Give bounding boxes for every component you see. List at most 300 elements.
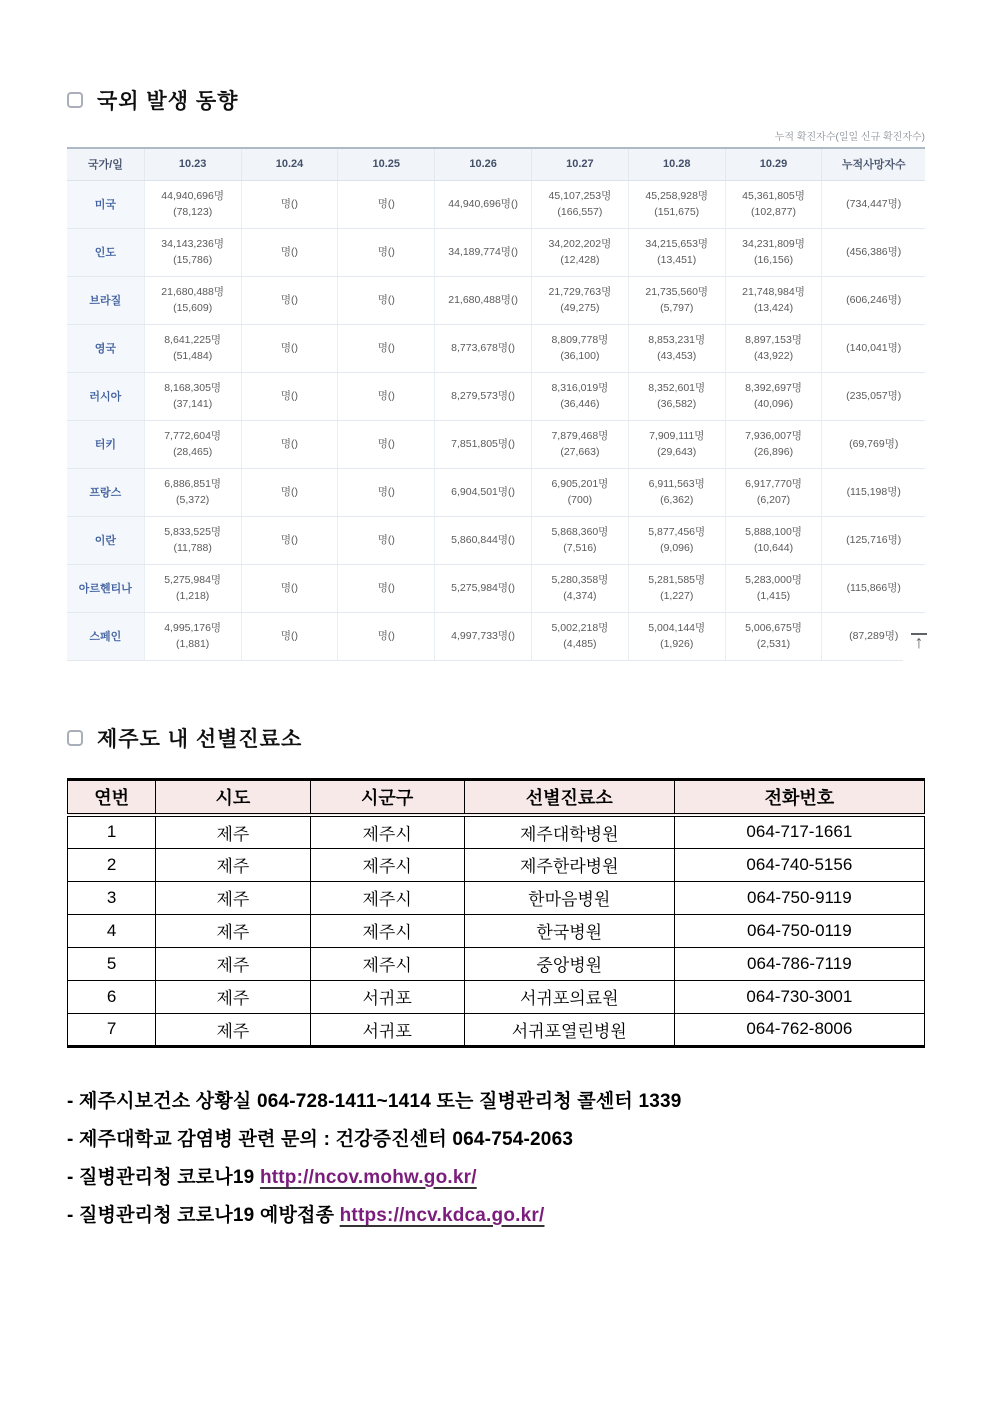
stat-cell bbox=[725, 612, 822, 660]
stat-line: 5,877,456명 bbox=[648, 525, 706, 538]
stat-line: (36,446) bbox=[560, 398, 600, 410]
stat-line: (11,788) bbox=[173, 542, 212, 554]
overseas-table-row bbox=[67, 564, 925, 612]
contact-note-link[interactable]: http://ncov.mohw.go.kr/ bbox=[259, 1166, 477, 1188]
stat-cell bbox=[241, 468, 338, 516]
jeju-table-head bbox=[68, 779, 925, 815]
stat-cell bbox=[532, 276, 629, 324]
country-name: 영국 bbox=[67, 324, 144, 372]
stat-line: 명() bbox=[280, 437, 299, 450]
stat-line: (235,057명) bbox=[846, 389, 902, 402]
clinic-cell: 7 bbox=[68, 1013, 156, 1046]
overseas-table-head bbox=[67, 148, 925, 180]
stat-line: 5,275,984명 bbox=[164, 573, 222, 586]
stat-cell bbox=[144, 324, 241, 372]
stat-line: 6,917,770명 bbox=[745, 477, 802, 490]
contact-note-line bbox=[67, 1166, 925, 1190]
stat-line: (12,428) bbox=[560, 254, 600, 266]
stat-cell bbox=[338, 468, 435, 516]
stat-line: 21,748,984명 bbox=[742, 285, 805, 298]
stat-line: (40,096) bbox=[753, 398, 794, 410]
overseas-table-row bbox=[67, 324, 925, 372]
stat-cell bbox=[822, 420, 925, 468]
clinic-cell: 5 bbox=[68, 947, 156, 980]
stat-cell bbox=[725, 372, 822, 420]
stat-cell bbox=[338, 372, 435, 420]
stat-line: (1,218) bbox=[176, 590, 210, 602]
clinic-cell: 제주한라병원 bbox=[464, 848, 674, 881]
jeju-table-row bbox=[68, 1013, 925, 1046]
contact-note-line bbox=[67, 1128, 925, 1152]
stat-line: 5,833,525명 bbox=[164, 525, 222, 538]
overseas-column-header: 10.26 bbox=[435, 148, 532, 180]
clinic-cell: 064-750-0119 bbox=[674, 914, 924, 947]
stat-line: 44,940,696명 bbox=[161, 189, 224, 202]
stat-line: 명() bbox=[280, 389, 299, 402]
clinic-cell: 제주 bbox=[156, 815, 310, 848]
contact-note-text: - 질병관리청 코로나19 bbox=[67, 1166, 260, 1188]
stat-line: (4,485) bbox=[563, 638, 597, 650]
stat-cell bbox=[532, 324, 629, 372]
jeju-table-row bbox=[68, 947, 925, 980]
stat-line: 7,879,468명 bbox=[551, 429, 609, 442]
clinic-cell: 한국병원 bbox=[464, 914, 674, 947]
stat-line: (102,877) bbox=[751, 206, 796, 218]
stat-cell bbox=[822, 276, 925, 324]
stat-line: 7,851,805명() bbox=[451, 437, 516, 450]
stat-cell bbox=[338, 276, 435, 324]
stat-line: (125,716명) bbox=[846, 533, 902, 546]
stat-line: (9,096) bbox=[660, 542, 694, 554]
overseas-trend-table bbox=[67, 147, 925, 661]
stat-line: (37,141) bbox=[173, 398, 213, 410]
stat-line: 45,361,805명 bbox=[742, 189, 805, 202]
stat-line: 7,772,604명 bbox=[164, 429, 222, 442]
stat-line: (69,769명) bbox=[849, 437, 899, 450]
stat-cell bbox=[144, 420, 241, 468]
checkbox-icon bbox=[67, 730, 83, 746]
stat-cell bbox=[628, 468, 725, 516]
stat-line: 8,168,305명 bbox=[164, 381, 222, 394]
stat-line: 8,773,678명() bbox=[451, 341, 516, 354]
stat-cell bbox=[725, 468, 822, 516]
overseas-table-row bbox=[67, 228, 925, 276]
section-overseas-title-text: 국외 발생 동향 bbox=[97, 90, 239, 113]
jeju-clinic-table bbox=[67, 778, 925, 1048]
stat-line: (29,643) bbox=[657, 446, 697, 458]
stat-line: 21,735,560명 bbox=[645, 285, 709, 298]
stat-line: 5,006,675명 bbox=[745, 621, 802, 634]
stat-cell bbox=[144, 564, 241, 612]
overseas-table-row bbox=[67, 180, 925, 228]
scroll-to-top-button[interactable] bbox=[903, 628, 935, 666]
stat-cell bbox=[628, 180, 725, 228]
overseas-column-header: 10.23 bbox=[144, 148, 241, 180]
stat-line: (10,644) bbox=[753, 542, 794, 554]
stat-line: (78,123) bbox=[173, 206, 213, 218]
clinic-cell: 제주 bbox=[156, 881, 310, 914]
clinic-cell: 제주 bbox=[156, 848, 310, 881]
stat-line: 5,281,585명 bbox=[648, 573, 706, 586]
overseas-table-row bbox=[67, 276, 925, 324]
clinic-cell: 제주시 bbox=[310, 947, 464, 980]
country-name: 인도 bbox=[67, 228, 144, 276]
overseas-column-header: 누적사망자수 bbox=[822, 148, 925, 180]
stat-cell bbox=[144, 516, 241, 564]
stat-cell bbox=[338, 228, 435, 276]
jeju-table-row bbox=[68, 881, 925, 914]
contact-note-line bbox=[67, 1090, 925, 1114]
stat-line: (4,374) bbox=[563, 590, 597, 602]
stat-line: 21,680,488명() bbox=[448, 293, 518, 306]
stat-cell bbox=[532, 180, 629, 228]
country-name: 스페인 bbox=[67, 612, 144, 660]
table-note: 누적 확진자수(일일 신규 확진자수) bbox=[774, 132, 925, 143]
stat-line: (43,922) bbox=[753, 350, 794, 362]
overseas-column-header: 국가/일 bbox=[67, 148, 144, 180]
stat-line: (15,786) bbox=[173, 254, 213, 266]
jeju-column-header: 시도 bbox=[156, 779, 310, 815]
stat-line: 5,004,144명 bbox=[648, 621, 706, 634]
stat-cell bbox=[628, 276, 725, 324]
stat-line: (27,663) bbox=[560, 446, 600, 458]
stat-cell bbox=[435, 516, 532, 564]
stat-cell bbox=[144, 276, 241, 324]
stat-line: (734,447명) bbox=[846, 197, 902, 210]
clinic-cell: 064-786-7119 bbox=[674, 947, 924, 980]
overseas-column-header: 10.25 bbox=[338, 148, 435, 180]
stat-line: 45,258,928명 bbox=[645, 189, 709, 202]
stat-cell bbox=[435, 468, 532, 516]
stat-line: 명() bbox=[377, 293, 395, 306]
jeju-column-header: 선별진료소 bbox=[464, 779, 674, 815]
stat-line: (43,453) bbox=[657, 350, 697, 362]
overseas-table-row bbox=[67, 420, 925, 468]
stat-cell bbox=[532, 564, 629, 612]
stat-line: (13,451) bbox=[657, 254, 697, 266]
stat-cell bbox=[241, 564, 338, 612]
stat-line: (1,415) bbox=[756, 590, 791, 602]
stat-line: (140,041명) bbox=[846, 341, 902, 354]
stat-line: (26,896) bbox=[753, 446, 794, 458]
stat-line: 명() bbox=[377, 629, 395, 642]
overseas-table-row bbox=[67, 468, 925, 516]
stat-cell bbox=[144, 468, 241, 516]
stat-line: 명() bbox=[280, 293, 299, 306]
clinic-cell: 1 bbox=[68, 815, 156, 848]
stat-cell bbox=[725, 564, 822, 612]
jeju-table-row bbox=[68, 980, 925, 1013]
stat-line: 명() bbox=[280, 533, 299, 546]
stat-line: 34,231,809명 bbox=[742, 237, 805, 250]
stat-line: (166,557) bbox=[557, 206, 603, 218]
clinic-cell: 제주 bbox=[156, 1013, 310, 1046]
stat-line: 34,202,202명 bbox=[548, 237, 612, 250]
jeju-column-header: 전화번호 bbox=[674, 779, 924, 815]
clinic-cell: 제주시 bbox=[310, 848, 464, 881]
stat-line: (13,424) bbox=[753, 302, 794, 314]
clinic-cell: 제주시 bbox=[310, 914, 464, 947]
overseas-table-row bbox=[67, 612, 925, 660]
stat-line: (16,156) bbox=[753, 254, 794, 266]
stat-line: (51,484) bbox=[173, 350, 213, 362]
country-name: 프랑스 bbox=[67, 468, 144, 516]
stat-cell bbox=[241, 324, 338, 372]
stat-line: (36,582) bbox=[657, 398, 697, 410]
stat-line: 8,392,697명 bbox=[745, 381, 802, 394]
clinic-cell: 6 bbox=[68, 980, 156, 1013]
stat-cell bbox=[241, 372, 338, 420]
checkbox-icon bbox=[67, 92, 83, 108]
stat-cell bbox=[628, 516, 725, 564]
stat-line: 명() bbox=[280, 581, 299, 594]
stat-cell bbox=[628, 324, 725, 372]
stat-cell bbox=[435, 180, 532, 228]
jeju-column-header: 시군구 bbox=[310, 779, 464, 815]
stat-cell bbox=[241, 516, 338, 564]
stat-cell bbox=[628, 420, 725, 468]
stat-line: 8,279,573명() bbox=[451, 389, 516, 402]
clinic-cell: 서귀포의료원 bbox=[464, 980, 674, 1013]
stat-line: 8,853,231명 bbox=[648, 333, 706, 346]
clinic-cell: 064-750-9119 bbox=[674, 881, 924, 914]
stat-cell bbox=[822, 564, 925, 612]
stat-cell bbox=[338, 420, 435, 468]
stat-cell bbox=[725, 420, 822, 468]
stat-line: (1,926) bbox=[660, 638, 694, 650]
stat-cell bbox=[241, 180, 338, 228]
stat-line: (1,881) bbox=[176, 638, 210, 650]
jeju-table-row bbox=[68, 848, 925, 881]
stat-line: 6,904,501명() bbox=[451, 485, 516, 498]
stat-cell bbox=[435, 228, 532, 276]
stat-line: 5,280,358명 bbox=[551, 573, 609, 586]
stat-line: (115,198명) bbox=[846, 485, 901, 498]
stat-line: 명() bbox=[377, 245, 395, 258]
contact-note-text: - 제주대학교 감염병 관련 문의 : 건강증진센터 064-754-2063 bbox=[67, 1128, 574, 1150]
stat-cell bbox=[435, 276, 532, 324]
stat-line: (49,275) bbox=[560, 302, 600, 314]
stat-line: 7,936,007명 bbox=[745, 429, 802, 442]
stat-cell bbox=[338, 180, 435, 228]
stat-cell bbox=[628, 612, 725, 660]
stat-line: (456,386명) bbox=[846, 245, 902, 258]
stat-cell bbox=[241, 276, 338, 324]
section-jeju-clinics bbox=[67, 723, 925, 1048]
stat-cell bbox=[338, 612, 435, 660]
stat-line: 8,809,778명 bbox=[551, 333, 609, 346]
clinic-cell: 4 bbox=[68, 914, 156, 947]
stat-line: (87,289명) bbox=[849, 629, 899, 642]
arrow-up-icon: ↑ bbox=[914, 632, 924, 652]
stat-cell bbox=[725, 228, 822, 276]
clinic-cell: 제주 bbox=[156, 947, 310, 980]
clinic-cell: 제주 bbox=[156, 914, 310, 947]
stat-line: 45,107,253명 bbox=[548, 189, 612, 202]
clinic-cell: 중앙병원 bbox=[464, 947, 674, 980]
overseas-column-header: 10.29 bbox=[725, 148, 822, 180]
contact-note-text: - 질병관리청 코로나19 예방접종 bbox=[67, 1204, 340, 1226]
stat-cell bbox=[435, 372, 532, 420]
stat-cell bbox=[822, 516, 925, 564]
stat-line: 명() bbox=[377, 197, 395, 210]
stat-cell bbox=[241, 228, 338, 276]
stat-line: 5,888,100명 bbox=[745, 525, 802, 538]
stat-line: (1,227) bbox=[660, 590, 694, 602]
stat-cell bbox=[435, 420, 532, 468]
stat-cell bbox=[532, 612, 629, 660]
stat-line: (28,465) bbox=[173, 446, 213, 458]
stat-line: 6,886,851명 bbox=[164, 477, 222, 490]
stat-line: (2,531) bbox=[756, 638, 791, 650]
stat-line: 명() bbox=[377, 485, 395, 498]
stat-line: 5,283,000명 bbox=[745, 573, 802, 586]
stat-line: 34,189,774명() bbox=[448, 245, 518, 258]
stat-cell bbox=[628, 372, 725, 420]
stat-cell bbox=[822, 372, 925, 420]
stat-line: (700) bbox=[567, 494, 593, 506]
clinic-cell: 제주 bbox=[156, 980, 310, 1013]
stat-cell bbox=[144, 228, 241, 276]
stat-line: 명() bbox=[377, 533, 395, 546]
overseas-table-row bbox=[67, 516, 925, 564]
stat-cell bbox=[532, 516, 629, 564]
stat-cell bbox=[725, 516, 822, 564]
overseas-column-header: 10.28 bbox=[628, 148, 725, 180]
stat-line: 명() bbox=[377, 581, 395, 594]
jeju-column-header: 연번 bbox=[68, 779, 156, 815]
stat-cell bbox=[822, 180, 925, 228]
stat-cell bbox=[532, 372, 629, 420]
stat-line: 5,860,844명() bbox=[451, 533, 516, 546]
stat-cell bbox=[435, 324, 532, 372]
stat-cell bbox=[144, 180, 241, 228]
stat-line: 21,729,763명 bbox=[548, 285, 612, 298]
overseas-column-header: 10.24 bbox=[241, 148, 338, 180]
stat-line: 명() bbox=[280, 341, 299, 354]
stat-cell bbox=[532, 468, 629, 516]
stat-line: 34,143,236명 bbox=[161, 237, 224, 250]
clinic-cell: 064-762-8006 bbox=[674, 1013, 924, 1046]
stat-line: 4,997,733명() bbox=[451, 629, 516, 642]
stat-cell bbox=[822, 228, 925, 276]
stat-line: 8,316,019명 bbox=[551, 381, 609, 394]
country-name: 아르헨티나 bbox=[67, 564, 144, 612]
stat-cell bbox=[435, 564, 532, 612]
clinic-cell: 서귀포 bbox=[310, 1013, 464, 1046]
stat-line: (5,797) bbox=[660, 302, 694, 314]
stat-line: 4,995,176명 bbox=[164, 621, 222, 634]
jeju-table-row bbox=[68, 914, 925, 947]
section-jeju-title bbox=[67, 723, 925, 753]
contact-note-link[interactable]: https://ncv.kdca.go.kr/ bbox=[339, 1204, 545, 1226]
stat-line: (5,372) bbox=[176, 494, 210, 506]
stat-line: (36,100) bbox=[560, 350, 600, 362]
country-name: 브라질 bbox=[67, 276, 144, 324]
stat-cell bbox=[338, 516, 435, 564]
stat-line: 명() bbox=[377, 437, 395, 450]
clinic-cell: 제주시 bbox=[310, 815, 464, 848]
stat-line: 8,352,601명 bbox=[648, 381, 706, 394]
jeju-table-header-row bbox=[68, 779, 925, 815]
contact-note-line bbox=[67, 1204, 925, 1228]
stat-cell bbox=[144, 612, 241, 660]
stat-cell bbox=[725, 324, 822, 372]
country-name: 이란 bbox=[67, 516, 144, 564]
stat-cell bbox=[822, 468, 925, 516]
stat-line: 명() bbox=[280, 245, 299, 258]
stat-line: 명() bbox=[280, 197, 299, 210]
stat-line: 8,897,153명 bbox=[745, 333, 802, 346]
overseas-column-header: 10.27 bbox=[532, 148, 629, 180]
clinic-cell: 한마음병원 bbox=[464, 881, 674, 914]
stat-line: 명() bbox=[280, 629, 299, 642]
overseas-table-header-row bbox=[67, 148, 925, 180]
clinic-cell: 서귀포열린병원 bbox=[464, 1013, 674, 1046]
stat-line: 21,680,488명 bbox=[161, 285, 224, 298]
clinic-cell: 3 bbox=[68, 881, 156, 914]
country-name: 러시아 bbox=[67, 372, 144, 420]
stat-line: (6,207) bbox=[756, 494, 791, 506]
overseas-table-body bbox=[67, 180, 925, 660]
stat-cell bbox=[628, 564, 725, 612]
clinic-cell: 서귀포 bbox=[310, 980, 464, 1013]
stat-line: (15,609) bbox=[173, 302, 213, 314]
section-overseas bbox=[67, 0, 925, 661]
stat-cell bbox=[822, 324, 925, 372]
stat-cell bbox=[628, 228, 725, 276]
stat-cell bbox=[241, 420, 338, 468]
stat-cell bbox=[338, 324, 435, 372]
stat-cell bbox=[532, 420, 629, 468]
stat-cell bbox=[338, 564, 435, 612]
stat-line: 5,002,218명 bbox=[551, 621, 609, 634]
stat-line: 8,641,225명 bbox=[164, 333, 222, 346]
stat-line: (7,516) bbox=[563, 542, 597, 554]
stat-line: (606,246명) bbox=[846, 293, 902, 306]
jeju-table-body bbox=[68, 815, 925, 1046]
stat-line: (115,866명) bbox=[846, 581, 901, 594]
stat-cell bbox=[725, 276, 822, 324]
stat-line: 6,905,201명 bbox=[551, 477, 609, 490]
stat-line: 명() bbox=[377, 341, 395, 354]
stat-line: 명() bbox=[280, 485, 299, 498]
stat-cell bbox=[725, 180, 822, 228]
stat-cell bbox=[144, 372, 241, 420]
country-name: 미국 bbox=[67, 180, 144, 228]
stat-line: (6,362) bbox=[660, 494, 694, 506]
clinic-cell: 064-717-1661 bbox=[674, 815, 924, 848]
contact-notes bbox=[67, 1090, 925, 1228]
jeju-table-row bbox=[68, 815, 925, 848]
stat-line: 34,215,653명 bbox=[645, 237, 709, 250]
stat-line: 5,868,360명 bbox=[551, 525, 609, 538]
stat-line: 5,275,984명() bbox=[451, 581, 516, 594]
clinic-cell: 2 bbox=[68, 848, 156, 881]
stat-line: 44,940,696명() bbox=[448, 197, 518, 210]
section-jeju-title-text: 제주도 내 선별진료소 bbox=[97, 727, 303, 751]
stat-line: 명() bbox=[377, 389, 395, 402]
contact-note-text: - 제주시보건소 상황실 064-728-1411~1414 또는 질병관리청 콜센터 1339 bbox=[67, 1090, 682, 1112]
stat-cell bbox=[435, 612, 532, 660]
clinic-cell: 제주대학병원 bbox=[464, 815, 674, 848]
country-name: 터키 bbox=[67, 420, 144, 468]
section-overseas-title bbox=[67, 85, 925, 115]
stat-cell bbox=[241, 612, 338, 660]
clinic-cell: 064-740-5156 bbox=[674, 848, 924, 881]
overseas-table-row bbox=[67, 372, 925, 420]
clinic-cell: 제주시 bbox=[310, 881, 464, 914]
